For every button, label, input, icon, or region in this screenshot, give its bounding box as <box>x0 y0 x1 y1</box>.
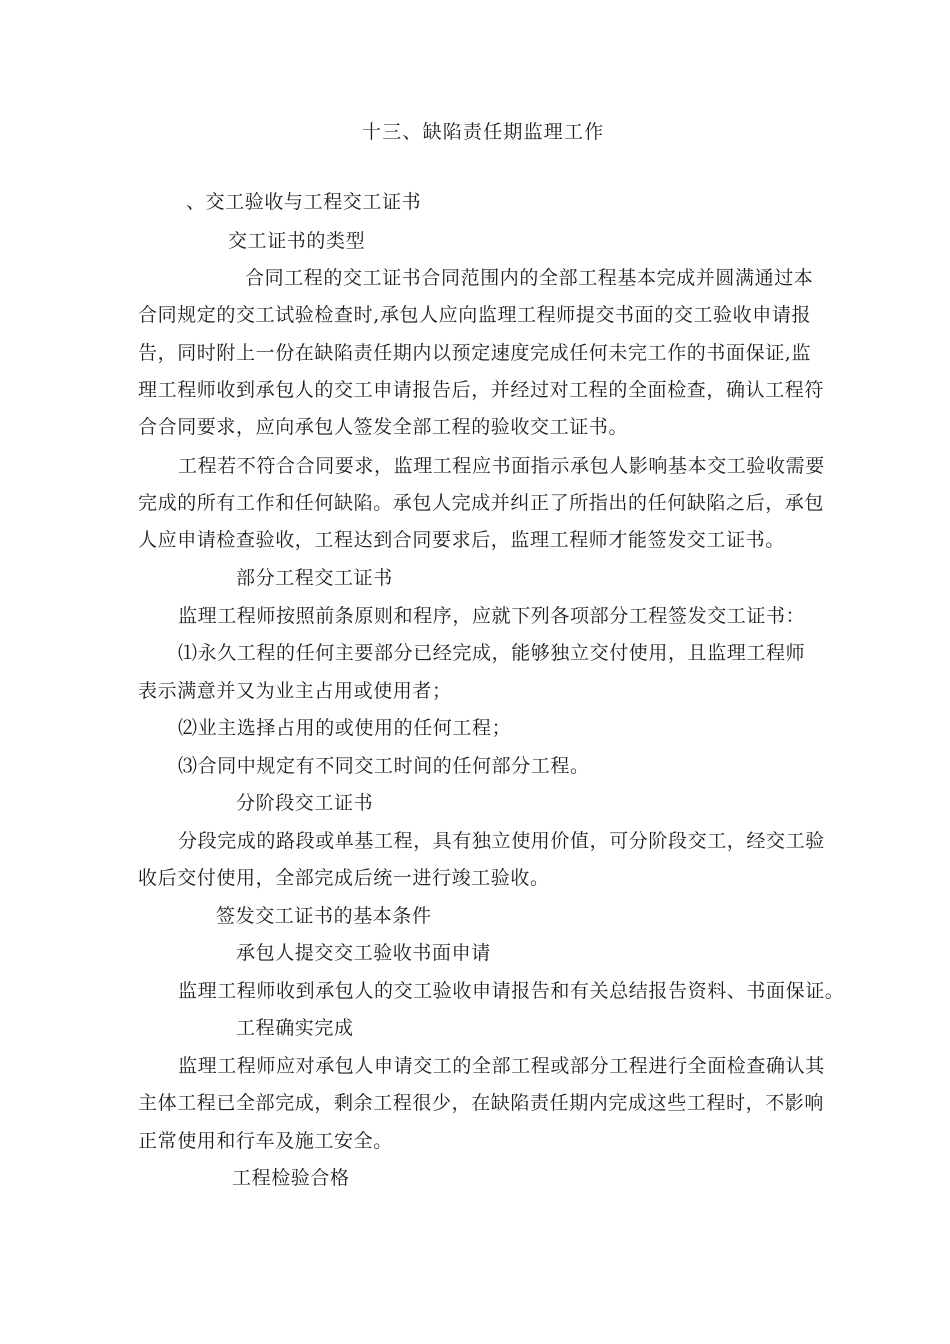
list-item: ⑵业主选择占用的或使用的任何工程； <box>178 717 512 739</box>
body-line: 工程若不符合合同要求，监理工程应书面指示承包人影响基本交工验收需要 <box>178 455 825 477</box>
body-line: 完成的所有工作和任何缺陷。承包人完成并纠正了所指出的任何缺陷之后，承包 <box>138 492 825 514</box>
subsection-heading: 签发交工证书的基本条件 <box>216 905 432 927</box>
body-line: 正常使用和行车及施工安全。 <box>138 1130 393 1152</box>
body-line: 理工程师收到承包人的交工申请报告后，并经过对工程的全面检查，确认工程符 <box>138 379 825 401</box>
list-item: ⑶合同中规定有不同交工时间的任何部分工程。 <box>178 755 590 777</box>
body-line: 合合同要求，应向承包人签发全部工程的验收交工证书。 <box>138 416 629 438</box>
list-item: ⑴永久工程的任何主要部分已经完成，能够独立交付使用，且监理工程师 <box>178 642 806 664</box>
body-line: 监理工程师收到承包人的交工验收申请报告和有关总结报告资料、书面保证。 <box>178 980 845 1002</box>
subsection-heading: 分阶段交工证书 <box>236 792 374 814</box>
subsection-heading: 工程确实完成 <box>236 1017 354 1039</box>
subsection-heading: 工程检验合格 <box>232 1167 350 1189</box>
subsection-heading: 承包人提交交工验收书面申请 <box>236 942 491 964</box>
body-line: 监理工程师应对承包人申请交工的全部工程或部分工程进行全面检查确认其 <box>178 1055 825 1077</box>
body-line: 收后交付使用，全部完成后统一进行竣工验收。 <box>138 867 550 889</box>
body-line: 监理工程师按照前条原则和程序，应就下列各项部分工程签发交工证书： <box>178 605 806 627</box>
body-line: 分段完成的路段或单基工程，具有独立使用价值，可分阶段交工，经交工验 <box>178 830 825 852</box>
body-line: 合同规定的交工试验检查时,承包人应向监理工程师提交书面的交工验收申请报 <box>138 304 812 326</box>
body-line: 主体工程已全部完成，剩余工程很少，在缺陷责任期内完成这些工程时，不影响 <box>138 1092 825 1114</box>
body-line: 告，同时附上一份在缺陷责任期内以预定速度完成任何未完工作的书面保证,监 <box>138 342 812 364</box>
body-line: 表示满意并又为业主占用或使用者； <box>138 680 452 702</box>
body-line: 人应申请检查验收，工程达到合同要求后，监理工程师才能签发交工证书。 <box>138 529 785 551</box>
page-title: 十三、缺陷责任期监理工作 <box>362 121 605 143</box>
subsection-heading: 交工证书的类型 <box>228 230 366 252</box>
subsection-heading: 部分工程交工证书 <box>236 567 393 589</box>
body-line: 合同工程的交工证书合同范围内的全部工程基本完成并圆满通过本 <box>245 267 814 289</box>
section-heading: 、交工验收与工程交工证书 <box>186 191 422 213</box>
